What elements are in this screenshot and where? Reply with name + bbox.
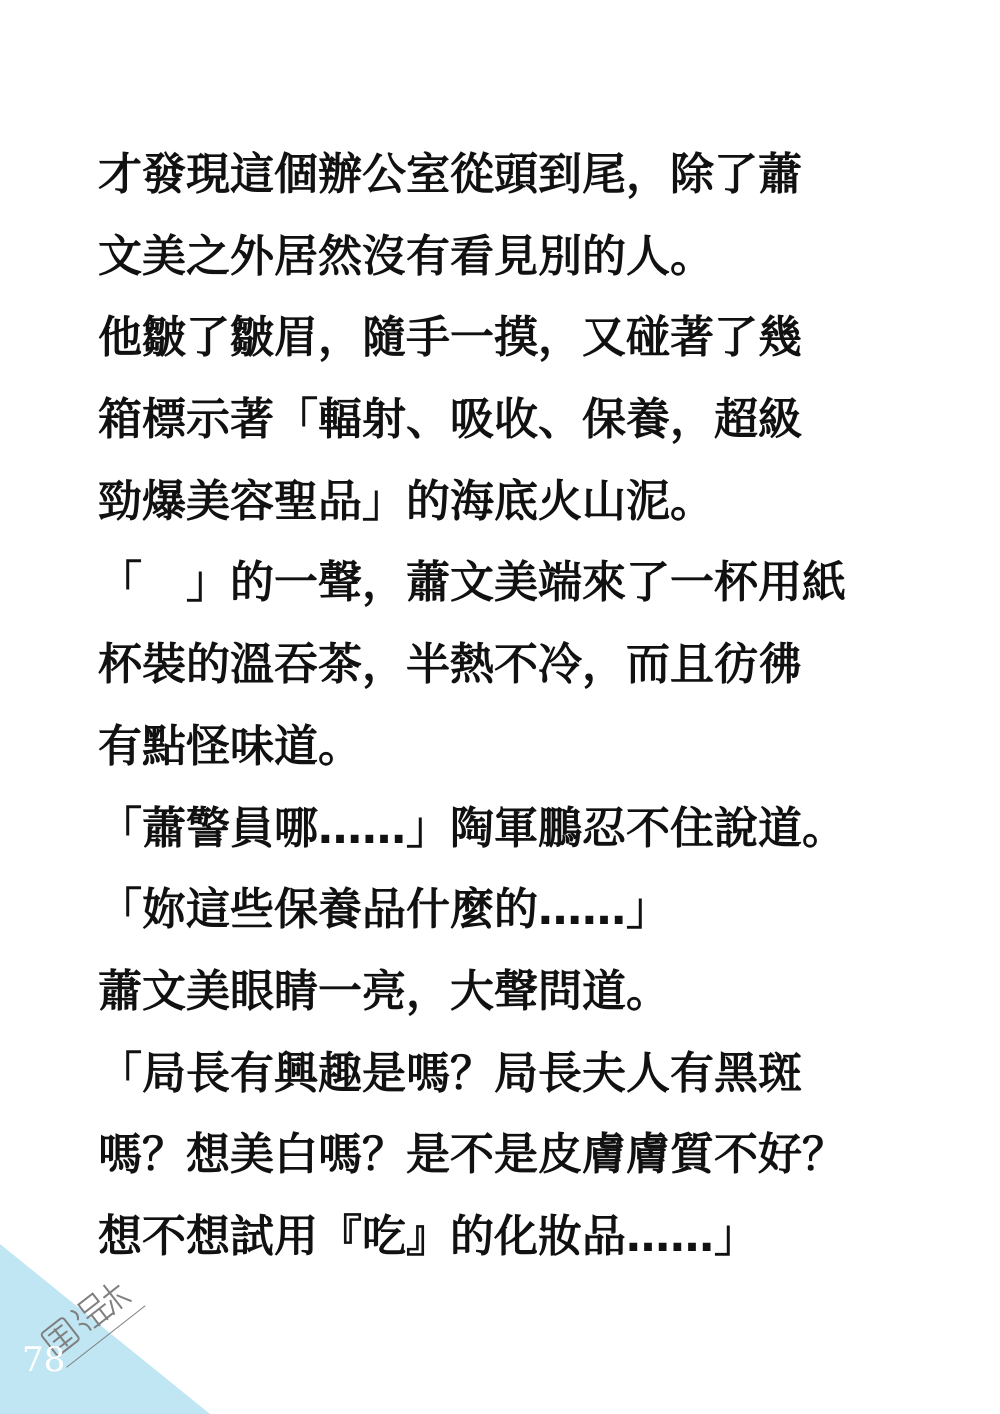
text-line-9: 「蕭警員哪……」陶軍鵬忍不住說道。 — [98, 802, 846, 854]
text-line-6: 「 」的一聲，蕭文美端來了一杯用紙 — [98, 557, 846, 609]
text-line-10: 「妳這些保養品什麼的……」 — [98, 884, 670, 936]
text-line-13: 嗎？想美白嗎？是不是皮膚膚質不好？ — [98, 1129, 846, 1181]
text-line-5: 勁爆美容聖品」的海底火山泥。 — [98, 475, 714, 527]
text-line-7: 杯裝的溫吞茶，半熱不冷，而且彷彿 — [98, 639, 802, 691]
text-line-12: 「局長有興趣是嗎？局長夫人有黑斑 — [98, 1047, 802, 1099]
page-number: 78 — [22, 1340, 66, 1380]
body-text — [98, 134, 978, 1278]
text-line-14: 想不想試用『吃』的化妝品……」 — [98, 1210, 758, 1262]
text-line-11: 蕭文美眼睛一亮，大聲問道。 — [98, 965, 670, 1017]
text-line-1: 才發現這個辦公室從頭到尾，除了蕭 — [98, 149, 802, 200]
text-line-8: 有點怪味道。 — [98, 720, 362, 772]
text-line-4: 箱標示著「輻射、吸收、保養，超級 — [98, 394, 802, 446]
text-line-3: 他皺了皺眉，隨手一摸，又碰著了幾 — [98, 312, 802, 364]
text-line-2: 文美之外居然沒有看見別的人。 — [98, 230, 714, 282]
